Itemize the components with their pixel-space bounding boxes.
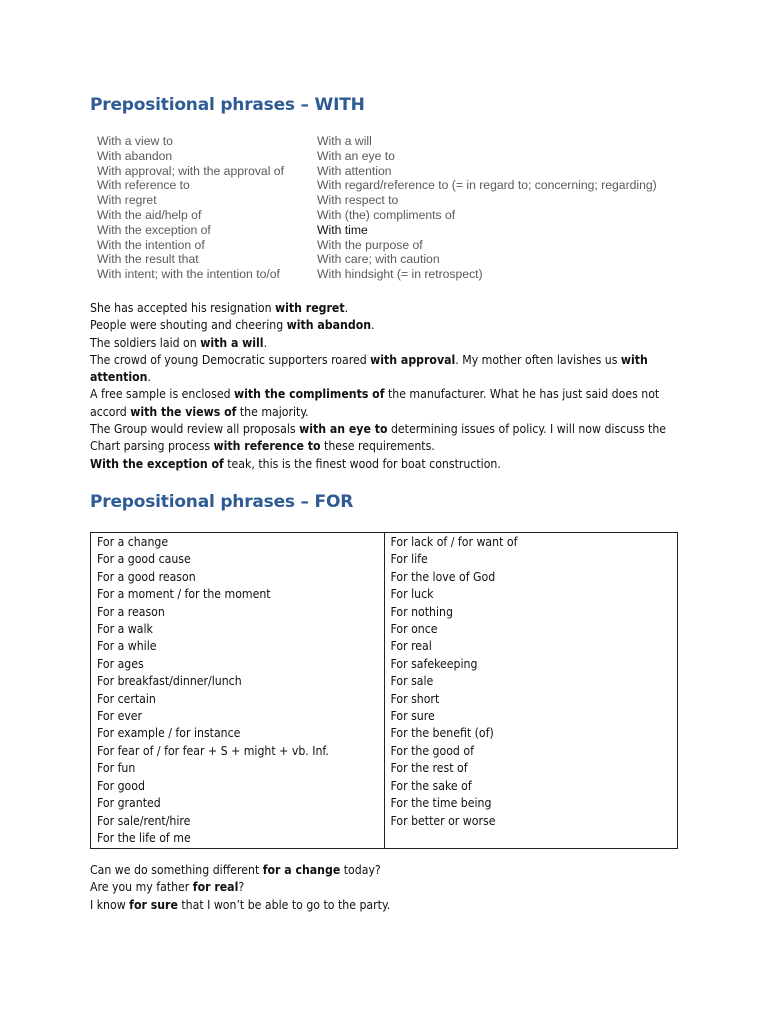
for-phrase: For once	[390, 622, 438, 637]
highlighted-phrase: with regret	[275, 301, 345, 315]
with-phrase: With regard/reference to (= in regard to; concerning; regarding)	[317, 178, 657, 193]
with-phrase: With intent; with the intention to/of	[97, 267, 280, 282]
for-phrase: For the life of me	[97, 830, 191, 845]
for-phrase: For lack of / for want of	[390, 535, 518, 549]
for-phrase: For the rest of	[390, 761, 468, 776]
for-phrase-column-right	[384, 533, 678, 849]
sentence-text: determining issues of policy. I will now discuss the Chart parsing process	[90, 422, 667, 454]
with-phrase: With the result that	[97, 252, 199, 267]
for-phrase: For good	[97, 778, 145, 793]
sentence-text: today?	[340, 863, 381, 877]
example-sentence	[90, 897, 690, 914]
highlighted-phrase: with an eye to	[299, 422, 388, 437]
with-phrase: With the aid/help of	[97, 207, 202, 222]
for-phrase: For breakfast/dinner/lunch	[97, 674, 242, 689]
for-phrase: For better or worse	[390, 813, 496, 828]
highlighted-phrase: With the exception of	[90, 456, 224, 471]
sentence-text: that I won’t be able to go to the party.	[177, 897, 391, 912]
for-phrase: For the sake of	[390, 778, 472, 793]
with-phrase: With time	[317, 222, 368, 237]
for-phrase: For safekeeping	[390, 656, 478, 671]
highlighted-phrase: with the views of	[130, 404, 237, 419]
with-phrase: With attention	[317, 163, 392, 178]
for-phrase: For fun	[97, 761, 136, 776]
sentence-text: Can we do something different	[90, 863, 263, 877]
with-phrase: With an eye to	[317, 148, 395, 163]
highlighted-phrase: for sure	[129, 897, 178, 912]
for-phrase: For sale/rent/hire	[97, 813, 191, 828]
for-phrase: For a walk	[97, 622, 153, 637]
sentence-text: She has accepted his resignation	[90, 301, 276, 315]
example-sentence	[90, 421, 690, 456]
for-phrase: For a while	[97, 639, 157, 654]
sentence-text: teak, this is the finest wood for boat construction.	[223, 456, 501, 471]
with-phrase: With approval; with the approval of	[97, 163, 284, 178]
highlighted-phrase: with approval	[370, 352, 456, 367]
for-phrase: For example / for instance	[97, 726, 241, 741]
sentence-text: The Group would review all proposals	[90, 422, 300, 437]
highlighted-phrase: for a change	[262, 863, 341, 877]
for-phrase-table	[90, 532, 678, 849]
with-phrase: With respect to	[317, 193, 399, 208]
table-row	[91, 533, 678, 849]
with-phrase: With a will	[317, 134, 372, 148]
with-phrase: With care; with caution	[317, 252, 440, 267]
for-phrase: For sale	[390, 674, 434, 689]
sentence-text: .	[263, 335, 268, 350]
with-phrase: With regret	[97, 193, 157, 208]
example-sentence	[90, 456, 690, 473]
for-phrase: For the benefit (of)	[390, 726, 494, 741]
for-phrase: For sure	[390, 709, 435, 724]
for-phrase: For a good cause	[97, 552, 191, 567]
section-heading-with: Prepositional phrases – WITH	[90, 95, 365, 115]
sentence-text: A free sample is enclosed	[90, 387, 235, 402]
highlighted-phrase: for real	[192, 880, 239, 895]
sentence-text: .	[147, 370, 151, 385]
with-phrase: With (the) compliments of	[317, 207, 456, 222]
for-phrase: For the love of God	[390, 569, 496, 584]
for-phrase: For a change	[97, 535, 169, 549]
for-phrase: For a reason	[97, 604, 165, 619]
example-sentence	[90, 879, 690, 896]
sentence-text: . My mother often lavishes us	[455, 352, 621, 367]
sentence-text: The soldiers laid on	[90, 335, 201, 350]
for-example-sentences	[90, 862, 690, 914]
with-phrase-column-left	[97, 134, 284, 282]
with-phrase: With the intention of	[97, 237, 205, 252]
example-sentence	[90, 862, 690, 879]
sentence-text: Are you my father	[90, 880, 193, 895]
highlighted-phrase: with abandon	[286, 318, 372, 333]
with-phrase: With hindsight (= in retrospect)	[317, 267, 483, 282]
example-sentence	[90, 317, 690, 334]
with-phrase: With the exception of	[97, 222, 211, 237]
sentence-text: I know	[90, 897, 130, 912]
for-phrase: For short	[390, 691, 440, 706]
for-phrase: For luck	[390, 587, 434, 602]
with-phrase: With a view to	[97, 134, 173, 148]
for-phrase: For nothing	[390, 604, 453, 619]
for-phrase: For ever	[97, 709, 143, 724]
with-phrase: With the purpose of	[317, 237, 423, 252]
sentence-text: People were shouting and cheering	[90, 318, 287, 333]
sentence-text: .	[344, 301, 349, 315]
section-heading-for: Prepositional phrases – FOR	[90, 492, 354, 512]
sentence-text: ?	[238, 880, 245, 895]
for-phrase: For the time being	[390, 796, 492, 811]
with-phrase-column-right	[317, 134, 657, 282]
for-phrase: For certain	[97, 691, 156, 706]
sentence-text: The crowd of young Democratic supporters roared	[90, 352, 371, 367]
for-phrase: For a good reason	[97, 569, 196, 584]
example-sentence	[90, 335, 690, 352]
for-phrase: For fear of / for fear + S + might + vb. Inf.	[97, 743, 329, 758]
for-phrase: For real	[390, 639, 432, 654]
sentence-text: the manufacturer. What he has just said does not accord	[90, 387, 660, 419]
for-phrase: For the good of	[390, 743, 474, 758]
with-example-sentences	[90, 300, 690, 473]
highlighted-phrase: with the compliments of	[234, 387, 385, 402]
example-sentence	[90, 386, 690, 421]
for-phrase: For life	[390, 552, 428, 567]
with-phrase: With reference to	[97, 178, 190, 193]
for-phrase-column-left	[91, 533, 385, 849]
highlighted-phrase: with reference to	[213, 439, 321, 454]
highlighted-phrase: with attention	[90, 352, 648, 385]
for-phrase: For granted	[97, 796, 161, 811]
for-phrase: For a moment / for the moment	[97, 587, 271, 602]
example-sentence	[90, 300, 690, 317]
highlighted-phrase: with a will	[200, 335, 264, 350]
with-phrase: With abandon	[97, 148, 173, 163]
sentence-text: .	[371, 318, 375, 333]
sentence-text: the majority.	[236, 404, 309, 419]
example-sentence	[90, 352, 690, 387]
for-phrase: For ages	[97, 656, 144, 671]
sentence-text: these requirements.	[320, 439, 435, 454]
